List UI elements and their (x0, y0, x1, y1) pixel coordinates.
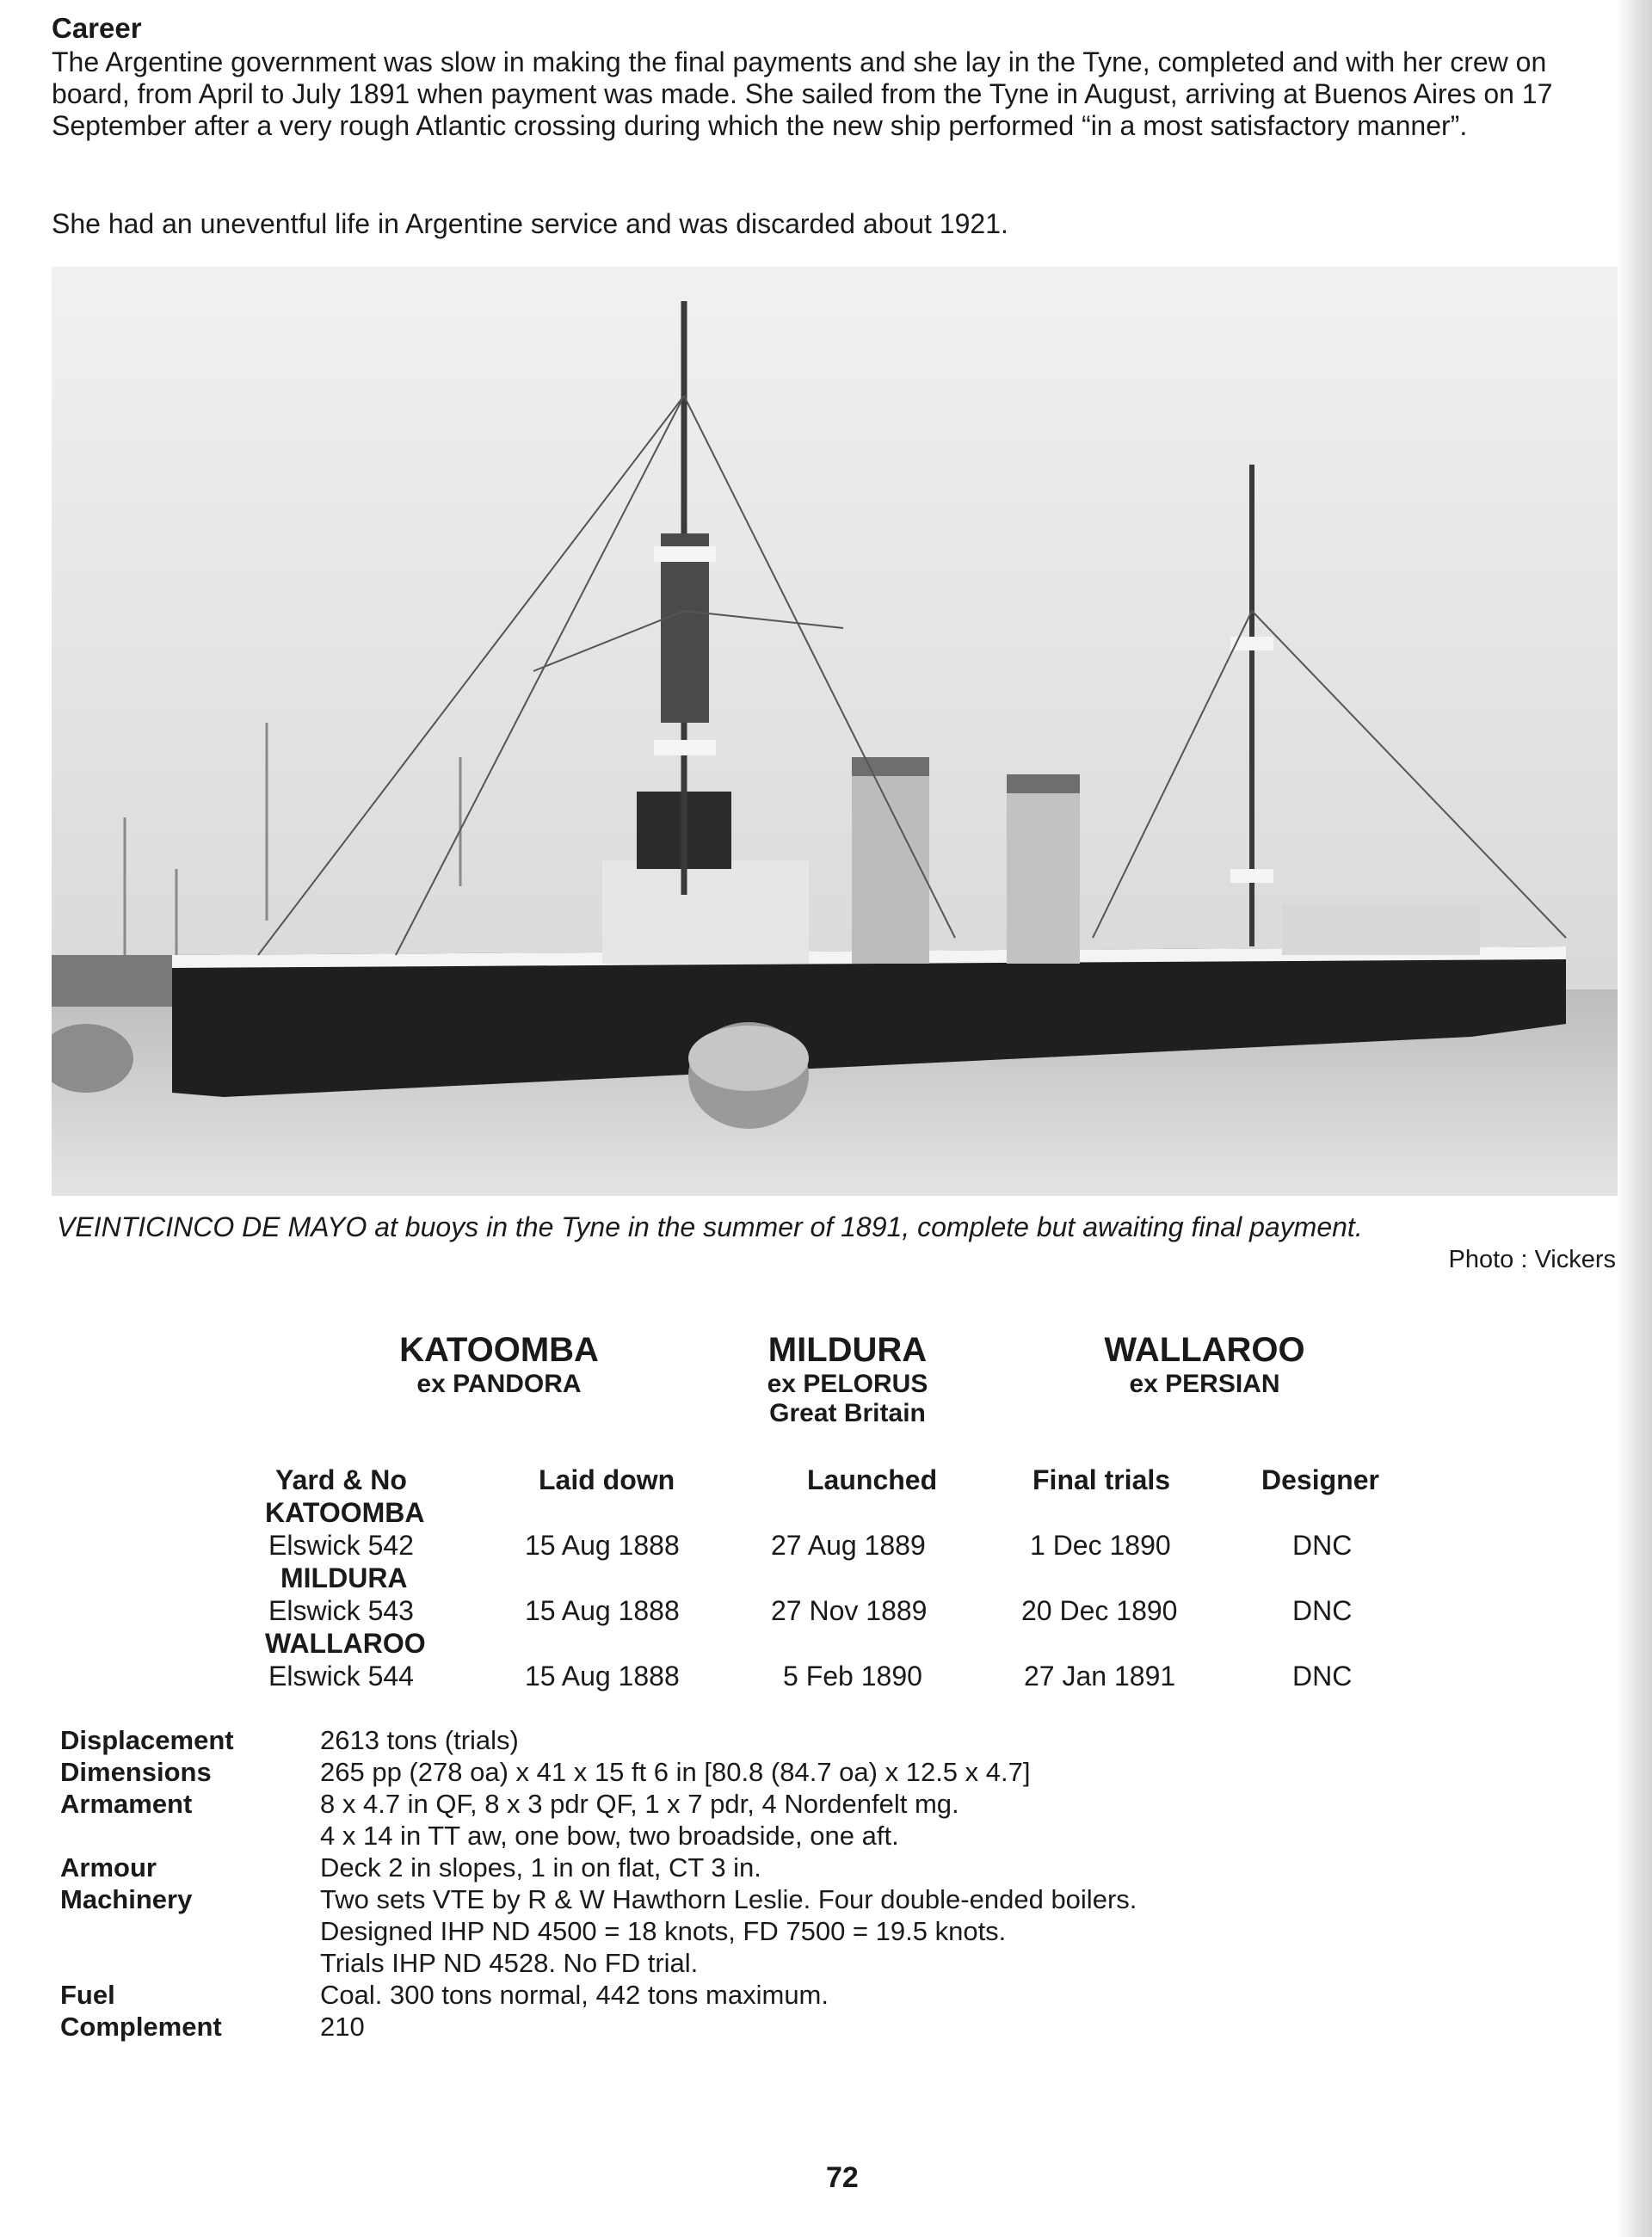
ship-former-name: ex PANDORA (416, 1370, 582, 1398)
column-header-laid-down: Laid down (539, 1464, 675, 1495)
spec-value: 4 x 14 in TT aw, one bow, two broadside, one aft. (320, 1821, 899, 1851)
ship-heading-mildura (718, 1330, 977, 1428)
column-header-designer: Designer (1261, 1464, 1379, 1495)
ship-name: MILDURA (767, 1331, 928, 1369)
spec-label-dimensions: Dimensions (60, 1757, 212, 1787)
row-yard: Elswick 543 (268, 1595, 414, 1626)
row-final-trials: 20 Dec 1890 (1021, 1595, 1178, 1626)
spec-value: Coal. 300 tons normal, 442 tons maximum. (320, 1980, 829, 2010)
spec-label-armament: Armament (60, 1789, 193, 1819)
row-ship-name: KATOOMBA (265, 1497, 425, 1528)
ship-former-name: ex PELORUS (767, 1370, 928, 1398)
row-designer: DNC (1292, 1661, 1353, 1692)
photo-credit: Photo : Vickers (1448, 1246, 1616, 1273)
row-laid-down: 15 Aug 1888 (525, 1530, 680, 1561)
career-paragraph-1: The Argentine government was slow in making the final payments and she lay in the Tyne, completed and with her crew on board, from April to July 1891 when payment was made. She sailed from the Tyne in August, arriving at Buenos Aires on 17 September after a very rough Atlantic crossing during which the new ship performed “in a most satisfactory manner”. (52, 46, 1553, 141)
spec-label-displacement: Displacement (60, 1725, 234, 1755)
row-final-trials: 27 Jan 1891 (1024, 1661, 1176, 1692)
row-launched: 27 Nov 1889 (771, 1595, 928, 1626)
row-designer: DNC (1292, 1530, 1353, 1561)
ship-heading-wallaroo (1076, 1330, 1334, 1399)
spec-value: 265 pp (278 oa) x 41 x 15 ft 6 in [80.8 (84.7 oa) x 12.5 x 4.7] (320, 1757, 1031, 1787)
spec-value: 2613 tons (trials) (320, 1725, 519, 1755)
ship-name: WALLAROO (1104, 1331, 1305, 1369)
row-laid-down: 15 Aug 1888 (525, 1661, 680, 1692)
spec-value: 8 x 4.7 in QF, 8 x 3 pdr QF, 1 x 7 pdr, 4 Nordenfelt mg. (320, 1789, 959, 1819)
career-heading: Career (52, 12, 142, 44)
row-designer: DNC (1292, 1595, 1353, 1626)
row-launched: 27 Aug 1889 (771, 1530, 926, 1561)
column-header-yard: Yard & No (275, 1464, 407, 1495)
spec-value: Trials IHP ND 4528. No FD trial. (320, 1948, 699, 1978)
ship-photo-illustration (52, 267, 1618, 1196)
photo-caption: VEINTICINCO DE MAYO at buoys in the Tyne in the summer of 1891, complete but awaiting final payment. (57, 1211, 1363, 1242)
spec-value: Designed IHP ND 4500 = 18 knots, FD 7500 = 19.5 knots. (320, 1916, 1007, 1946)
ship-origin: Great Britain (769, 1399, 926, 1427)
spec-label-armour: Armour (60, 1852, 157, 1883)
ship-name: KATOOMBA (399, 1331, 599, 1369)
ship-photograph (52, 267, 1618, 1196)
spec-value: 210 (320, 2012, 365, 2042)
ship-heading-katoomba (370, 1330, 628, 1399)
spec-label-complement: Complement (60, 2012, 222, 2042)
row-ship-name: WALLAROO (265, 1628, 426, 1659)
row-final-trials: 1 Dec 1890 (1030, 1530, 1171, 1561)
page-edge-shadow (1618, 0, 1652, 2237)
row-yard: Elswick 544 (268, 1661, 414, 1692)
row-yard: Elswick 542 (268, 1530, 414, 1561)
row-laid-down: 15 Aug 1888 (525, 1595, 680, 1626)
spec-label-machinery: Machinery (60, 1884, 193, 1914)
column-header-final-trials: Final trials (1032, 1464, 1171, 1495)
spec-label-fuel: Fuel (60, 1980, 115, 2010)
spec-value: Two sets VTE by R & W Hawthorn Leslie. Four double-ended boilers. (320, 1884, 1137, 1914)
ship-former-name: ex PERSIAN (1129, 1370, 1280, 1398)
column-header-launched: Launched (807, 1464, 938, 1495)
page-number: 72 (826, 2161, 859, 2194)
career-paragraph-2: She had an uneventful life in Argentine service and was discarded about 1921. (52, 208, 1008, 239)
row-ship-name: MILDURA (280, 1562, 408, 1593)
spec-value: Deck 2 in slopes, 1 in on flat, CT 3 in. (320, 1852, 761, 1883)
row-launched: 5 Feb 1890 (783, 1661, 922, 1692)
